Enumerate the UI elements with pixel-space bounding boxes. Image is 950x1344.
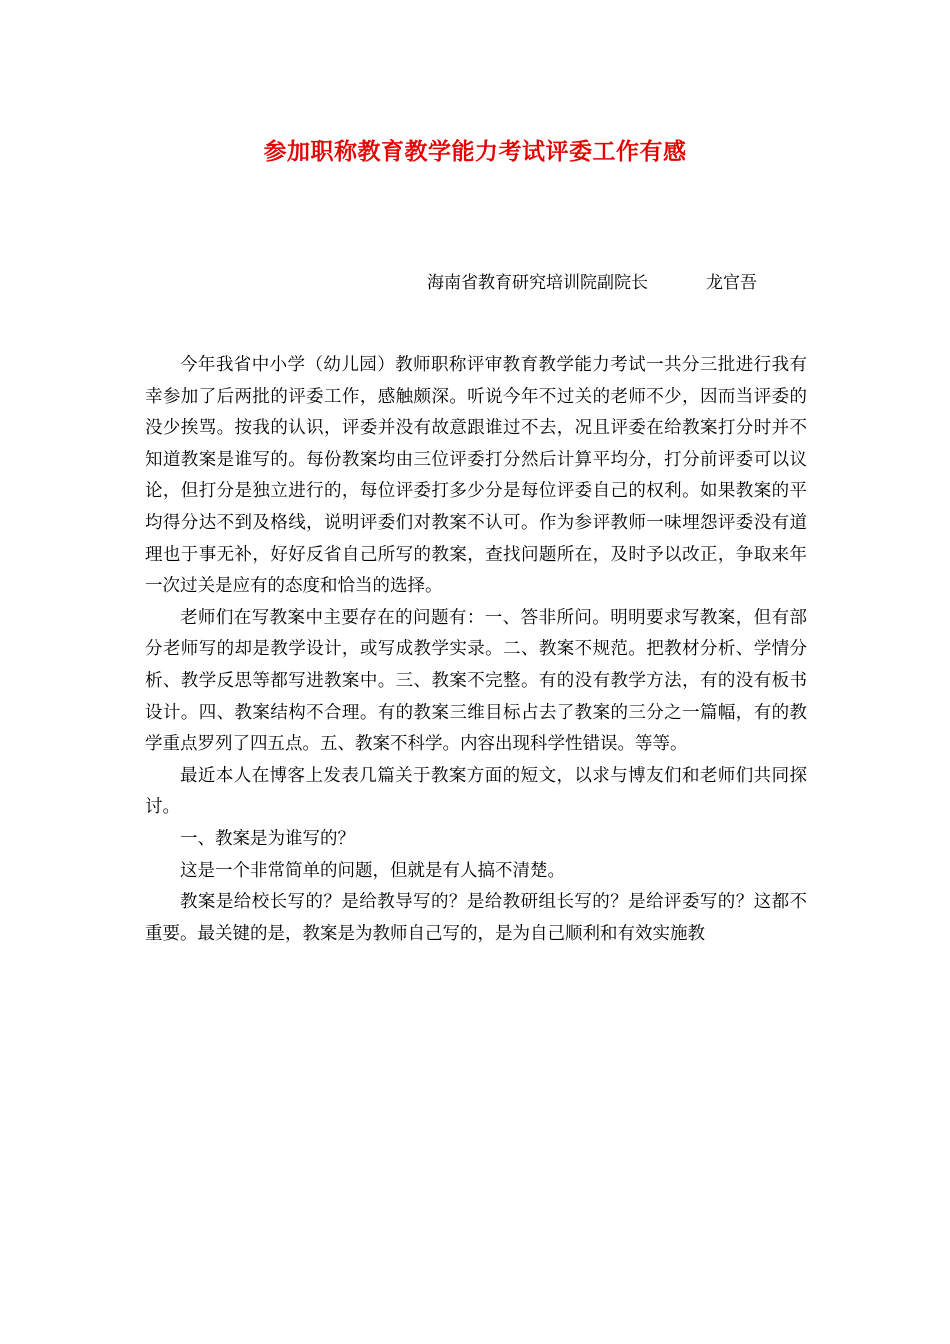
paragraph-for-whom: 教案是给校长写的？是给教导写的？是给教研组长写的？是给评委写的？这都不重要。最关键的是，教案是为教师自己写的，是为自己顺利和有效实施教 — [145, 892, 807, 944]
paragraph-simple-question: 这是一个非常简单的问题，但就是有人搞不清楚。 — [180, 860, 565, 881]
paragraph-problems: 老师们在写教案中主要存在的问题有：一、答非所问。明明要求写教案，但有部分老师写的却是教学设计，或写成教学实录。二、教案不规范。把教材分析、学情分析、教学反思等都写进教案中。三、教案不完整。有的没有教学方法，有的没有板书设计。四、教案结构不合理。有的教案三维目标占去了教案的三分之一篇幅，有的教学重点罗列了四五点。五、教案不科学。内容出现科学性错误。等等。 — [145, 607, 807, 755]
document-body — [145, 350, 807, 950]
paragraph-intro: 今年我省中小学（幼儿园）教师职称评审教育教学能力考试一共分三批进行我有幸参加了后两批的评委工作，感触颇深。听说今年不过关的老师不少，因而当评委的没少挨骂。按我的认识，评委并没有故意跟谁过不去，况且评委在给教案打分时并不知道教案是谁写的。每份教案均由三位评委打分然后计算平均分，打分前评委可以议论，但打分是独立进行的，每位评委打多少分是每位评委自己的权利。如果教案的平均得分达不到及格线，说明评委们对教案不认可。作为参评教师一味埋怨评委没有道理也于事无补，好好反省自己所写的教案，查找问题所在，及时予以改正，争取来年一次过关是应有的态度和恰当的选择。 — [145, 355, 807, 597]
paragraph-blog: 最近本人在博客上发表几篇关于教案方面的短文，以求与博友们和老师们共同探讨。 — [145, 765, 807, 818]
author-name: 龙官吾 — [706, 273, 757, 293]
section-heading-1: 一、教案是为谁写的？ — [180, 828, 355, 849]
author-line — [427, 268, 757, 293]
author-affiliation: 海南省教育研究培训院副院长 — [427, 273, 648, 293]
document-title: 参加职称教育教学能力考试评委工作有感 — [263, 138, 687, 165]
